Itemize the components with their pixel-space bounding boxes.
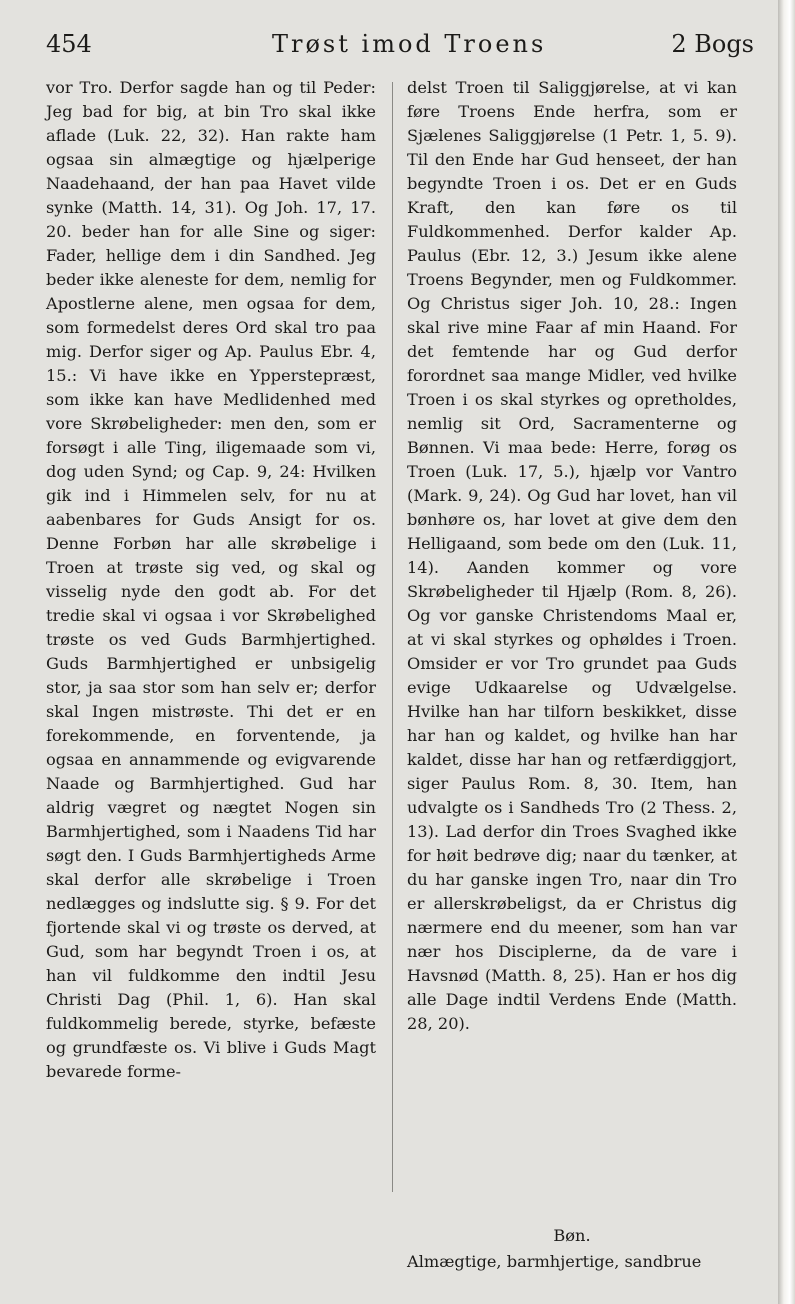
sheet-mark: 2 Bogs — [671, 30, 754, 58]
column-divider — [392, 82, 393, 1192]
left-column-text: vor Tro. Derfor sagde han og til Peder: Jeg bad for big, at bin Tro skal ikke aflade (Luk. 22, 32). Han rakte ham ogsaa sin almægtige og hjælperige Naadehaand, der han paa Havet vilde synke (Matth. 14, 31). Og Joh. 17, 17. 20. beder han for alle Sine og siger: Fader, hellige dem i din Sandhed. Jeg beder ikke aleneste for dem, nemlig for Apostlerne alene, men ogsaa for dem, som formedelst deres Ord skal tro paa mig. Derfor siger og Ap. Paulus Ebr. 4, 15.: Vi have ikke en Ypperstepræst, som ikke kan have Medlidenhed med vore Skrøbeligheder: men den, som er forsøgt i alle Ting, iligemaade som vi, dog uden Synd; og Cap. 9, 24: Hvilken gik ind i Himmelen selv, for nu at aabenbares for Guds Ansigt for os. Denne Forbøn har alle skrøbelige i Troen at trøste sig ved, og skal og visselig nyde den godt ab. For det tredie skal vi ogsaa i vor Skrøbelighed trøste os ved Guds Barmhjertighed. Guds Barmhjertighed er unbsigelig stor, ja saa stor som han selv er; derfor skal Ingen mistrøste. Thi det er en forekommende, en forventende, ja ogsaa en annammende og evigvarende Naade og Barmhjertighed. Gud har aldrig vægret og nægtet Nogen sin Barmhjertighed, som i Naadens Tid har søgt den. I Guds Barmhjertigheds Arme skal derfor alle skrøbelige i Troen nedlægges og indslutte sig. § 9. For det fjortende skal vi og trøste os derved, at Gud, som har begyndt Troen i os, at han vil fuldkomme den indtil Jesu Christi Dag (Phil. 1, 6). Han skal fuldkommelig berede, styrke, befæste og grundfæste os. Vi blive i Guds Magt bevarede forme- — [46, 78, 376, 1081]
right-column — [407, 76, 737, 1036]
page-header — [46, 24, 754, 64]
catchword-heading: Bøn. — [553, 1226, 591, 1245]
running-title: Trøst imod Troens — [272, 30, 547, 58]
right-column-text: delst Troen til Saliggjørelse, at vi kan føre Troens Ende herfra, som er Sjælenes Saliggjørelse (1 Petr. 1, 5. 9). Til den Ende har Gud henseet, der han begyndte Troen i os. Det er en Guds Kraft, den kan føre os til Fuldkommenhed. Derfor kalder Ap. Paulus (Ebr. 12, 3.) Jesum ikke alene Troens Begynder, men og Fuldkommer. Og Christus siger Joh. 10, 28.: Ingen skal rive mine Faar af min Haand. For det femtende har og Gud derfor forordnet saa mange Midler, ved hvilke Troen i os skal styrkes og opretholdes, nemlig sit Ord, Sacramenterne og Bønnen. Vi maa bede: Herre, forøg os Troen (Luk. 17, 5.), hjælp vor Vantro (Mark. 9, 24). Og Gud har lovet, han vil bønhøre os, har lovet at give dem den Helligaand, som bede om den (Luk. 11, 14). Aanden kommer og vore Skrøbeligheder til Hjælp (Rom. 8, 26). Og vor ganske Christendoms Maal er, at vi skal styrkes og ophøldes i Troen. Omsider er vor Tro grundet paa Guds evige Udkaarelse og Udvælgelse. Hvilke han har tilforn beskikket, disse har han og kaldet, og hvilke han har kaldet, disse har han og retfærdiggjort, siger Paulus Rom. 8, 30. Item, han udvalgte os i Sandheds Tro (2 Thess. 2, 13). Lad derfor din Troes Svaghed ikke for høit bedrøve dig; naar du tænker, at du har ganske ingen Tro, naar din Tro er allerskrøbeligst, da er Christus dig nærmere end du meener, som han var nær hos Disciplerne, da de vare i Havsnød (Matth. 8, 25). Han er hos dig alle Dage indtil Verdens Ende (Matth. 28, 20). — [407, 78, 737, 1033]
left-column — [46, 76, 376, 1084]
page-edge — [778, 0, 795, 1304]
footer-line: Almægtige, barmhjertige, sandbrue — [407, 1252, 702, 1271]
page-number: 454 — [46, 30, 92, 58]
